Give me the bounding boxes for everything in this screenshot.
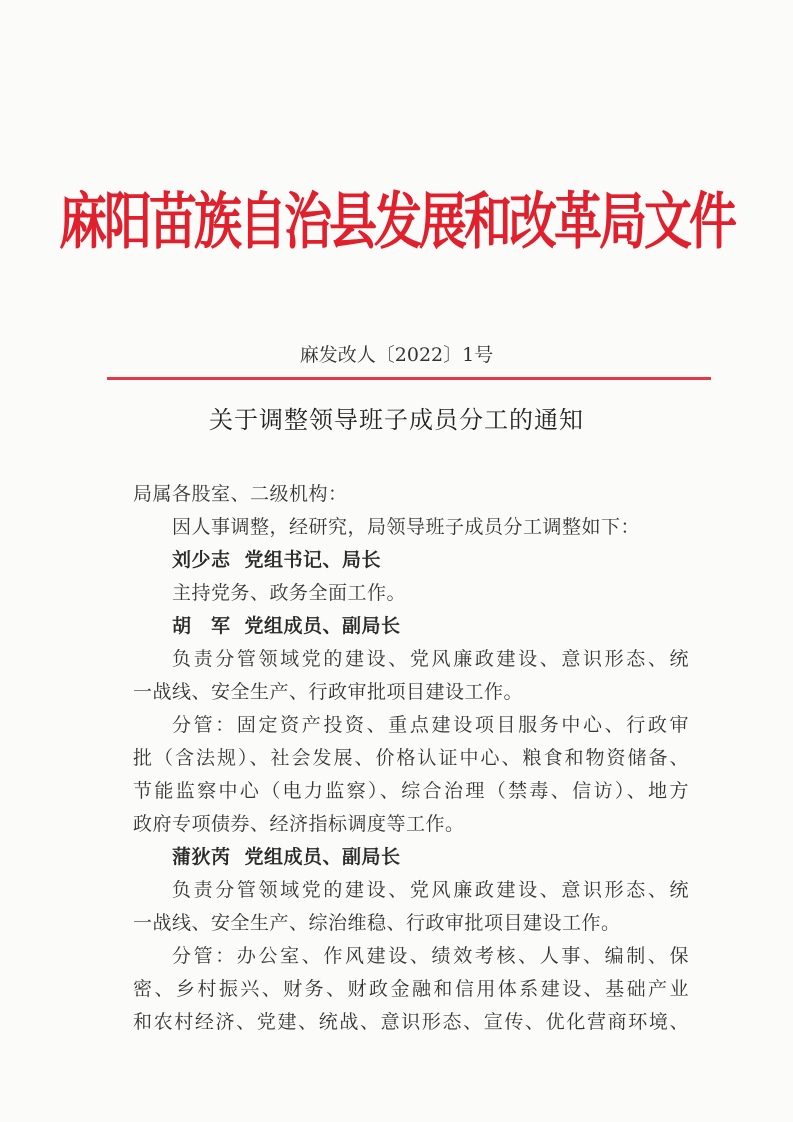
duty-line: 负责分管领域党的建设、党风廉政建设、意识形态、统 [172,879,689,901]
addressee: 局属各股室、二级机构： [133,483,348,505]
duty-line: 密、乡村振兴、财务、财政金融和信用体系建设、基础产业 [133,978,689,1000]
notice-title: 关于调整领导班子成员分工的通知 [209,406,584,434]
leader-heading [172,545,381,572]
document-number: 麻发改人〔2022〕1号 [299,344,494,366]
duty-line: 一战线、安全生产、综治维稳、行政审批项目建设工作。 [133,912,621,934]
duty-line: 主持党务、政务全面工作。 [172,582,407,604]
duty-line: 一战线、安全生产、行政审批项目建设工作。 [133,681,524,703]
duty-line: 分管：办公室、作风建设、绩效考核、人事、编制、保 [172,945,689,967]
leader-heading [172,842,401,869]
leader-role: 党组成员、副局长 [244,846,401,868]
leader-name: 蒲狄芮 [172,846,231,868]
duty-line: 负责分管领域党的建设、党风廉政建设、意识形态、统 [172,648,689,670]
document-header-title: 麻阳苗族自治县发展和改革局文件 [58,186,734,258]
leader-name: 胡 军 [172,615,231,637]
duty-line: 和农村经济、党建、统战、意识形态、宣传、优化营商环境、 [133,1011,689,1033]
duty-line: 批（含法规）、社会发展、价格认证中心、粮食和物资储备、 [133,747,689,769]
duty-line: 政府专项债券、经济指标调度等工作。 [133,813,465,835]
leader-role: 党组成员、副局长 [244,615,401,637]
duty-line: 分管：固定资产投资、重点建设项目服务中心、行政审 [172,714,689,736]
duty-line: 节能监察中心（电力监察）、综合治理（禁毒、信访）、地方 [133,780,689,802]
intro-paragraph: 因人事调整，经研究，局领导班子成员分工调整如下： [172,516,641,538]
leader-heading [172,611,401,638]
leader-name: 刘少志 [172,549,231,571]
red-divider [107,377,711,380]
leader-role: 党组书记、局长 [244,549,382,571]
